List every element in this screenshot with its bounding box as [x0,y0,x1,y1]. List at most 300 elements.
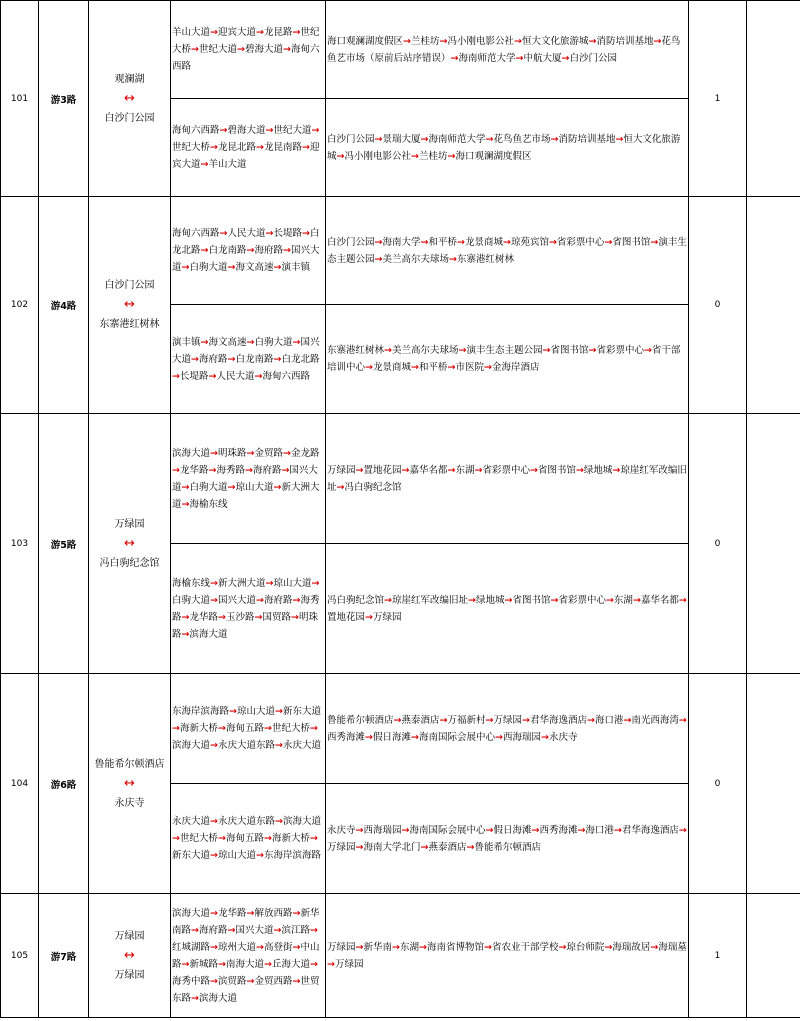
arrow-icon: → [210,740,218,751]
road-name: 琼山大道 [236,706,275,717]
road-name: 新华南路 [172,907,320,936]
arrow-icon: → [292,941,301,953]
table-row [1,197,800,305]
stop-name: 海口观澜湖度假区 [327,35,404,47]
road-name: 龙昆南路 [263,142,302,153]
arrow-icon: → [531,824,540,836]
stop-name: 万绿园 [334,958,364,970]
road-name: 演丰镇 [281,262,310,273]
terminal-from: 鲁能希尔顿酒店 [94,758,165,770]
arrow-icon: → [265,577,274,589]
road-name: 海甸六西路 [172,44,320,72]
arrow-icon: → [575,464,584,476]
arrow-icon: → [542,345,551,356]
arrow-icon: → [374,253,383,265]
route-stops [326,305,689,414]
stop-name: 省彩票中心 [558,594,606,606]
arrow-icon: → [309,723,318,734]
stop-name: 兰桂坊 [410,35,440,47]
arrow-icon: → [191,353,199,365]
double-arrow-icon: ↔ [124,775,135,791]
arrow-icon: → [411,362,419,373]
arrow-icon: → [208,370,217,382]
road-name: 白驹大道 [254,336,293,348]
road-name: 海府路 [252,464,282,476]
road-name: 滨海大道 [172,907,211,919]
stop-name: 琼崖红军改编旧址 [327,464,687,493]
route-terminals [89,414,171,674]
route-count: 0 [689,197,747,414]
stop-name: 海南师范大学 [458,52,516,64]
road-name: 国贸路 [262,611,291,623]
stop-name: 消防培训基地 [558,133,616,145]
terminal-from: 观澜湖 [114,73,145,85]
road-name: 世纪大桥 [271,723,310,734]
road-name: 海榆东线 [172,577,211,589]
arrow-icon: → [275,706,283,717]
road-name: 海榆东线 [189,498,228,510]
stop-name: 省图书馆 [550,345,589,356]
arrow-icon: → [191,992,199,1004]
road-name: 海新大桥 [271,833,310,844]
arrow-icon: → [678,714,687,726]
arrow-icon: → [548,236,557,248]
route-roads [171,414,326,544]
arrow-icon: → [355,941,364,953]
road-name: 滨海大道 [172,447,211,459]
road-name: 演丰镇 [172,336,201,348]
road-name: 海府路 [254,245,283,256]
arrow-icon: → [292,975,301,987]
arrow-icon: → [210,594,218,606]
road-name: 海甸五路 [225,723,264,734]
arrow-icon: → [219,228,228,239]
stop-name: 冯白驹纪念馆 [327,594,385,606]
arrow-icon: → [311,577,320,589]
arrow-icon: → [392,941,400,953]
route-roads [171,544,326,674]
arrow-icon: → [256,941,264,953]
road-name: 羊山大道 [172,27,211,38]
route-terminals [89,894,171,1018]
road-name: 金贸路 [254,447,283,459]
stop-name: 花鸟鱼艺市场 [493,133,551,145]
road-name: 海府路 [198,924,228,936]
road-name: 中山路 [172,941,320,970]
route-number: 102 [1,197,39,414]
stop-name: 海南国际会展中心 [418,731,495,743]
arrow-icon: → [273,353,282,365]
arrow-icon: → [311,125,320,136]
arrow-icon: → [219,125,228,136]
arrow-icon: → [181,611,190,623]
stop-name: 琼苑宾馆 [510,236,549,248]
stop-name: 绿地城 [583,464,613,476]
stop-name: 嘉华名都 [409,464,448,476]
arrow-icon: → [384,594,392,606]
stop-name: 海南国际会展中心 [409,824,486,836]
stop-name: 君华海逸酒店 [621,824,679,836]
arrow-icon: → [586,714,595,726]
stop-name: 东湖 [613,594,633,606]
road-name: 永庆大道 [172,816,211,827]
arrow-icon: → [466,841,475,853]
route-stops [326,894,689,1018]
stop-name: 万绿园 [493,714,522,726]
terminal-from: 白沙门公园 [104,280,155,291]
route-name: 游7路 [39,894,89,1018]
arrow-icon: → [210,941,218,953]
road-name: 海秀中路 [172,975,211,987]
arrow-icon: → [210,907,218,919]
arrow-icon: → [605,594,614,606]
stop-name: 东湖 [399,941,419,953]
arrow-icon: → [456,236,465,248]
road-name: 龙昆路 [263,27,293,38]
arrow-icon: → [172,464,180,476]
road-name: 龙华路 [217,907,247,919]
road-name: 白驹大道 [189,262,228,273]
arrow-icon: → [678,824,687,836]
arrow-icon: → [282,245,291,256]
arrow-icon: → [172,370,180,382]
arrow-icon: → [558,941,567,953]
arrow-icon: → [439,35,448,47]
road-name: 长堤路 [273,228,302,239]
arrow-icon: → [292,594,301,606]
route-count: 1 [689,1,747,197]
stop-name: 美兰高尔夫球场 [391,345,459,356]
terminal-to: 白沙门公园 [104,112,155,124]
road-name: 新大洲大道 [172,481,320,510]
terminal-to: 冯白驹纪念馆 [99,557,160,569]
arrow-icon: → [172,833,180,844]
arrow-icon: → [200,245,209,256]
arrow-icon: → [210,142,218,153]
arrow-icon: → [550,594,559,606]
arrow-icon: → [650,941,659,953]
arrow-icon: → [401,464,410,476]
route-number: 101 [1,1,39,197]
stop-name: 永庆寺 [327,824,356,836]
road-name: 滨江路 [281,924,310,936]
extra-cell [747,1,800,197]
road-name: 红城湖路 [172,941,211,953]
terminal-to: 东寨港红树林 [99,319,160,330]
stop-name: 西海瑞园 [363,824,402,836]
arrow-icon: → [229,706,237,717]
road-name: 海甸五路 [225,833,264,844]
arrow-icon: → [227,262,236,273]
road-name: 海府路 [198,353,228,365]
route-roads [171,894,326,1018]
arrow-icon: → [447,150,456,162]
road-name: 龙华路 [179,464,209,476]
stop-name: 冯小刚电影公社 [344,150,411,162]
stop-name: 冯小刚电影公社 [447,35,514,47]
road-name: 海新大桥 [179,723,218,734]
arrow-icon: → [181,958,190,970]
stop-name: 西秀海滩 [539,824,578,836]
road-name: 白龙南路 [235,353,274,365]
road-name: 滨海大道 [198,992,237,1004]
arrow-icon: → [275,740,283,751]
arrow-icon: → [256,594,264,606]
route-name: 游6路 [39,674,89,894]
arrow-icon: → [615,133,624,145]
arrow-icon: → [401,824,410,836]
stop-name: 海瑞故居 [612,941,651,953]
stop-name: 海南省博物馆 [426,941,484,953]
arrow-icon: → [263,723,272,734]
stop-name: 冯白驹纪念馆 [344,481,402,493]
road-name: 永庆大道东路 [217,816,275,827]
road-name: 白龙南路 [208,245,247,256]
stop-name: 中航大厦 [523,52,562,64]
road-name: 海府路 [263,594,293,606]
arrow-icon: → [384,345,392,356]
stop-name: 琼台师院 [566,941,605,953]
road-name: 国兴大道 [235,924,274,936]
route-stops [326,674,689,784]
road-name: 世纪大桥 [172,142,211,153]
stop-name: 万绿园 [372,611,402,623]
stop-name: 省彩票中心 [556,236,605,248]
arrow-icon: → [301,142,310,153]
stop-name: 南光西海湾 [631,714,679,726]
stop-name: 鲁能希尔顿酒店 [474,841,541,853]
arrow-icon: → [246,447,255,459]
extra-cell [747,197,800,414]
arrow-icon: → [237,44,245,55]
road-name: 龙昆北路 [217,142,256,153]
road-name: 白龙北路 [281,353,320,365]
arrow-icon: → [365,362,373,373]
stop-name: 演丰生态主题公园 [327,236,687,265]
route-stops [326,1,689,99]
arrow-icon: → [191,44,199,55]
arrow-icon: → [561,52,570,64]
arrow-icon: → [217,723,226,734]
road-name: 琼山大道 [217,850,256,861]
road-name: 国兴大道 [172,245,320,273]
arrow-icon: → [210,27,218,38]
road-name: 海秀路 [172,594,320,623]
route-number: 103 [1,414,39,674]
arrow-icon: → [254,370,263,382]
route-terminals [89,197,171,414]
road-name: 解放西路 [254,907,293,919]
table-row [1,894,800,1018]
route-count: 1 [689,894,747,1018]
stop-name: 假日海滩 [493,824,532,836]
arrow-icon: → [191,924,199,936]
arrow-icon: → [447,362,456,373]
arrow-icon: → [246,336,255,348]
double-arrow-icon: ↔ [124,297,135,312]
terminal-to: 永庆寺 [114,797,145,809]
stop-name: 省彩票中心 [596,345,644,356]
arrow-icon: → [355,464,364,476]
stop-name: 置地花园 [327,611,366,623]
arrow-icon: → [468,594,476,606]
arrow-icon: → [588,345,597,356]
arrow-icon: → [604,941,613,953]
route-name: 游4路 [39,197,89,414]
stop-name: 万绿园 [327,841,356,853]
stop-name: 景瑞大厦 [382,133,421,145]
stop-name: 省图书馆 [537,464,576,476]
extra-cell [747,894,800,1018]
arrow-icon: → [678,594,687,606]
table-row [1,1,800,99]
road-name: 滨贸路 [217,975,247,987]
road-name: 白龙北路 [172,228,320,256]
road-name: 龙华路 [189,611,218,623]
route-number: 105 [1,894,39,1018]
route-count: 0 [689,674,747,894]
arrow-icon: → [365,731,373,743]
stop-name: 省农业干部学校 [491,941,559,953]
road-name: 新大洲大道 [217,577,266,589]
road-name: 高登街 [263,941,293,953]
road-name: 东海岸滨海路 [263,850,321,861]
arrow-icon: → [200,159,209,170]
arrow-icon: → [485,133,494,145]
arrow-icon: → [210,577,218,589]
stop-name: 演丰生态主题公园 [466,345,543,356]
arrow-icon: → [181,498,190,510]
arrow-icon: → [483,362,492,373]
arrow-icon: → [336,150,345,162]
route-name: 游5路 [39,414,89,674]
road-name: 世纪大道 [198,44,237,55]
arrow-icon: → [292,27,301,38]
arrow-icon: → [281,464,290,476]
arrow-icon: → [210,975,218,987]
stop-name: 万绿园 [327,941,356,953]
arrow-icon: → [292,336,301,348]
arrow-icon: → [244,464,253,476]
arrow-icon: → [604,236,613,248]
road-name: 海文高速 [208,336,247,348]
stop-name: 海南大学北门 [363,841,421,853]
arrow-icon: → [273,262,282,273]
route-stops [326,544,689,674]
road-name: 世纪大桥 [172,27,320,55]
arrow-icon: → [374,236,383,248]
arrow-icon: → [263,833,272,844]
stop-name: 龙景商城 [372,362,411,373]
arrow-icon: → [521,714,530,726]
stop-name: 兰桂坊 [418,150,448,162]
road-name: 迎宾大道 [217,27,256,38]
road-name: 南海大道 [225,958,264,970]
arrow-icon: → [418,941,427,953]
extra-cell [747,414,800,674]
road-name: 永庆大道 [282,740,321,751]
arrow-icon: → [210,447,218,459]
arrow-icon: → [218,958,226,970]
arrow-icon: → [420,236,429,248]
road-name: 海甸六西路 [172,228,220,239]
road-name: 海甸六西路 [172,125,220,136]
double-arrow-icon: ↔ [124,947,135,963]
road-name: 滨海大道 [189,628,228,640]
route-terminals [89,1,171,197]
arrow-icon: → [449,253,457,265]
stop-name: 白沙门公园 [327,236,375,248]
arrow-icon: → [483,941,492,953]
road-name: 琼山大道 [273,577,312,589]
stop-name: 琼崖红军改编旧址 [391,594,468,606]
extra-cell [747,674,800,894]
arrow-icon: → [513,35,522,47]
road-name: 羊山大道 [208,159,247,170]
arrow-icon: → [420,841,429,853]
road-name: 明珠路 [217,447,247,459]
road-name: 海秀路 [216,464,245,476]
arrow-icon: → [485,824,494,836]
arrow-icon: → [227,924,236,936]
double-arrow-icon: ↔ [124,535,135,551]
arrow-icon: → [447,464,456,476]
table-row [1,674,800,784]
route-table-body [1,1,800,1018]
stop-name: 省彩票中心 [482,464,530,476]
road-name: 碧海大道 [227,125,266,136]
road-name: 永庆大道东路 [217,740,275,751]
terminal-to: 万绿园 [114,969,145,981]
stop-name: 白沙门公园 [327,133,375,145]
stop-name: 西海瑞园 [502,731,541,743]
stop-name: 市医院 [455,362,484,373]
stop-name: 置地花园 [363,464,402,476]
stop-name: 东湖 [455,464,475,476]
stop-name: 和平桥 [418,362,448,373]
road-name: 金龙路 [290,447,320,459]
stop-name: 东寨港红树林 [456,253,514,265]
stop-name: 燕泰酒店 [401,714,440,726]
route-roads [171,674,326,784]
route-stops [326,414,689,544]
road-name: 新东大道 [282,706,321,717]
route-roads [171,784,326,894]
route-roads [171,1,326,99]
arrow-icon: → [256,27,264,38]
arrow-icon: → [632,594,641,606]
arrow-icon: → [458,345,467,356]
arrow-icon: → [650,236,659,248]
arrow-icon: → [612,464,621,476]
arrow-icon: → [275,816,283,827]
arrow-icon: → [327,958,335,970]
arrow-icon: → [420,133,429,145]
stop-name: 燕泰酒店 [428,841,467,853]
road-name: 世贸东路 [172,975,320,1004]
arrow-icon: → [246,245,255,256]
stop-name: 省图书馆 [612,236,651,248]
arrow-icon: → [365,611,373,623]
arrow-icon: → [265,125,274,136]
arrow-icon: → [301,228,310,239]
arrow-icon: → [208,464,217,476]
arrow-icon: → [502,236,511,248]
arrow-icon: → [273,481,282,493]
road-name: 金贸西路 [254,975,293,987]
stop-name: 海口港 [585,824,614,836]
stop-name: 万福新村 [447,714,486,726]
